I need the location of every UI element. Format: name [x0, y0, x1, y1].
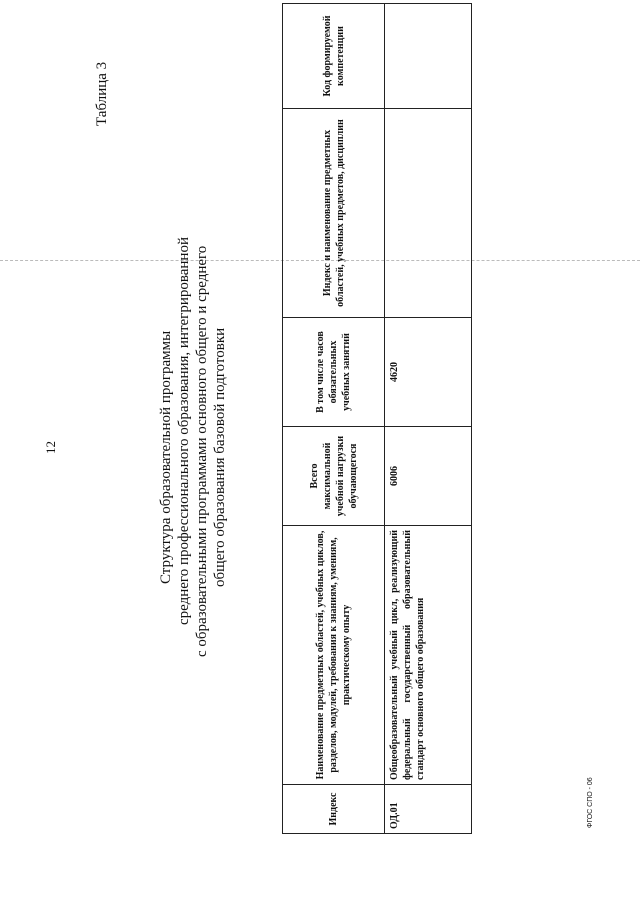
- header-required-hours: В том числе часов обязательных учебных занятий: [283, 318, 385, 427]
- header-name: Наименование предметных областей, учебных циклов, разделов, модулей, требования к знаниям, умениям, практическому опыту: [283, 526, 385, 785]
- document-title-line: общего образования базовой подготовки: [212, 327, 228, 587]
- cell-required-hours: 4620: [385, 318, 472, 427]
- cell-index: ОД.01: [385, 785, 472, 834]
- header-competence-code: Код формируемой компетенции: [283, 4, 385, 109]
- structure-table: [282, 15, 462, 834]
- document-title-line: среднего профессионального образования, интегрированной: [176, 237, 192, 625]
- footer-standard-code: ФГОС СПО - 06: [587, 777, 594, 828]
- cell-competence-code: [385, 4, 472, 109]
- header-max-load: Всего максимальной учебной нагрузки обучающегося: [283, 427, 385, 526]
- page-number: 12: [43, 441, 58, 454]
- header-index: Индекс: [283, 785, 385, 834]
- cell-name: Общеобразовательный учебный цикл, реализующий федеральный государственный образовательный стандарт основного общего образования: [385, 526, 472, 785]
- table-row: [385, 4, 472, 834]
- document-title-line: Структура образовательной программы: [158, 330, 174, 584]
- cell-subjects: [385, 109, 472, 318]
- document-title-line: с образовательными программами основного общего и среднего: [194, 245, 210, 657]
- table-label: Таблица 3: [94, 61, 110, 126]
- table-header-row: [283, 4, 385, 834]
- cell-max-load: 6006: [385, 427, 472, 526]
- header-subjects: Индекс и наименование предметных областей, учебных предметов, дисциплин: [283, 109, 385, 318]
